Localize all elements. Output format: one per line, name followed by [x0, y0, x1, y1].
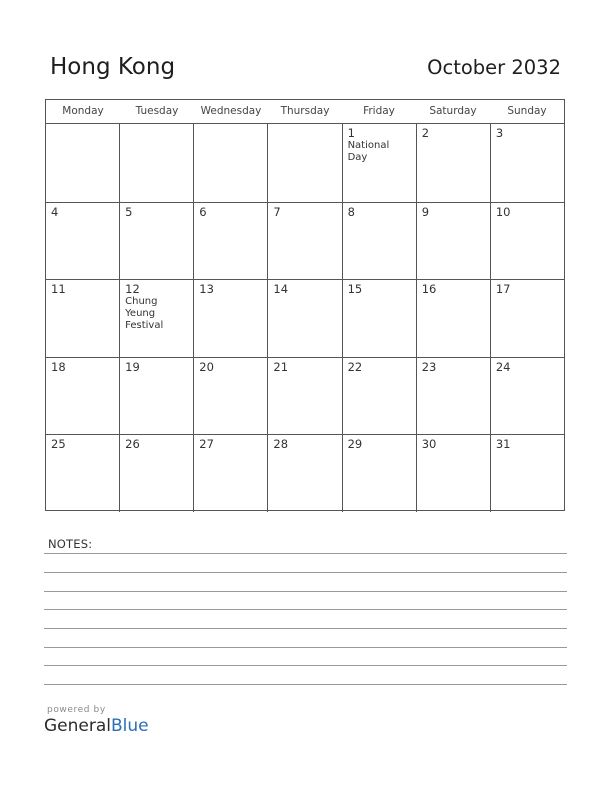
day-number: 29: [347, 437, 363, 452]
week-row: [46, 434, 564, 512]
day-number: 19: [125, 359, 140, 374]
day-cell-27: [193, 435, 267, 512]
day-number: 23: [421, 359, 437, 374]
day-cell-6: [193, 203, 267, 280]
day-cell-13: [193, 280, 267, 357]
note-line: [44, 628, 567, 629]
day-number: 4: [51, 204, 59, 219]
day-cell-11: [46, 280, 119, 357]
day-number: 27: [199, 437, 214, 452]
weekday-friday: Friday: [363, 105, 395, 117]
note-line: [44, 609, 567, 610]
holiday-label: Day: [347, 152, 368, 163]
brand-name-blue: Blue: [111, 716, 149, 736]
note-line: [44, 665, 567, 666]
day-cell-17: [490, 280, 564, 357]
week-row: [46, 357, 564, 435]
day-cell-14: [267, 280, 341, 357]
day-cell-8: [342, 203, 416, 280]
day-number: 1: [347, 126, 355, 140]
day-cell-5: [119, 203, 193, 280]
powered-by-text: powered by: [47, 705, 106, 715]
day-number: 14: [273, 282, 289, 297]
week-row: [46, 279, 564, 357]
weekday-tuesday: Tuesday: [135, 105, 179, 117]
holiday-label: Festival: [125, 320, 164, 332]
day-cell-20: [193, 358, 267, 435]
holiday-label: Chung: [125, 296, 158, 308]
day-cell-4: [46, 203, 119, 280]
weekday-thursday: Thursday: [280, 105, 330, 117]
day-cell-26: [119, 435, 193, 512]
day-cell-24: [490, 358, 564, 435]
day-cell-empty: [267, 124, 341, 202]
day-number: 3: [495, 126, 504, 140]
brand-logo: [44, 716, 149, 736]
note-line: [44, 684, 567, 685]
day-cell-12: [119, 280, 193, 357]
day-cell-2: [416, 124, 490, 202]
day-cell-10: [490, 203, 564, 280]
day-cell-empty: [193, 124, 267, 202]
day-cell-1: [342, 124, 416, 202]
day-number: 18: [51, 359, 66, 374]
day-cell-21: [267, 358, 341, 435]
day-cell-22: [342, 358, 416, 435]
day-number: 16: [421, 282, 437, 297]
day-cell-30: [416, 435, 490, 512]
day-number: 24: [495, 359, 511, 374]
note-line: [44, 591, 567, 592]
calendar-body: [46, 124, 564, 512]
weekday-header: [46, 100, 564, 124]
holiday-label: National: [347, 140, 390, 151]
day-cell-28: [267, 435, 341, 512]
brand-name-general: General: [44, 716, 111, 736]
day-cell-16: [416, 280, 490, 357]
note-line: [44, 647, 567, 648]
day-number: 22: [347, 359, 363, 374]
day-number: 26: [125, 437, 140, 452]
day-number: 10: [495, 204, 511, 219]
day-number: 8: [347, 204, 355, 219]
day-number: 28: [273, 437, 289, 452]
week-row: [46, 202, 564, 280]
weekday-sunday: Sunday: [507, 105, 547, 117]
day-cell-3: [490, 124, 564, 202]
weekday-wednesday: Wednesday: [200, 105, 262, 117]
day-cell-9: [416, 203, 490, 280]
calendar-grid: [45, 99, 565, 511]
day-cell-19: [119, 358, 193, 435]
day-cell-7: [267, 203, 341, 280]
weekday-monday: Monday: [62, 105, 104, 117]
day-number: 21: [273, 359, 289, 374]
day-number: 17: [495, 282, 511, 297]
day-number: 30: [421, 437, 437, 452]
day-cell-empty: [119, 124, 193, 202]
day-number: 11: [51, 282, 66, 297]
day-number: 12: [125, 282, 140, 297]
day-number: 20: [199, 359, 214, 374]
week-row: [46, 124, 564, 202]
note-line: [44, 572, 567, 573]
day-number: 31: [495, 437, 511, 452]
day-number: 9: [421, 204, 430, 219]
weekday-saturday: Saturday: [429, 105, 477, 117]
note-line: [44, 553, 567, 554]
region-title: Hong Kong: [50, 54, 176, 80]
notes-label: NOTES:: [48, 537, 93, 551]
day-number: 13: [199, 282, 214, 297]
day-cell-29: [342, 435, 416, 512]
month-year-title: October 2032: [427, 56, 561, 79]
day-number: 7: [273, 204, 281, 219]
day-number: 2: [421, 126, 430, 140]
day-number: 15: [347, 282, 363, 297]
day-cell-31: [490, 435, 564, 512]
day-cell-18: [46, 358, 119, 435]
day-number: 6: [199, 204, 207, 219]
day-number: 5: [125, 204, 133, 219]
holiday-label: Yeung: [125, 308, 156, 320]
day-cell-23: [416, 358, 490, 435]
day-number: 25: [51, 437, 66, 452]
day-cell-15: [342, 280, 416, 357]
day-cell-25: [46, 435, 119, 512]
day-cell-empty: [46, 124, 119, 202]
